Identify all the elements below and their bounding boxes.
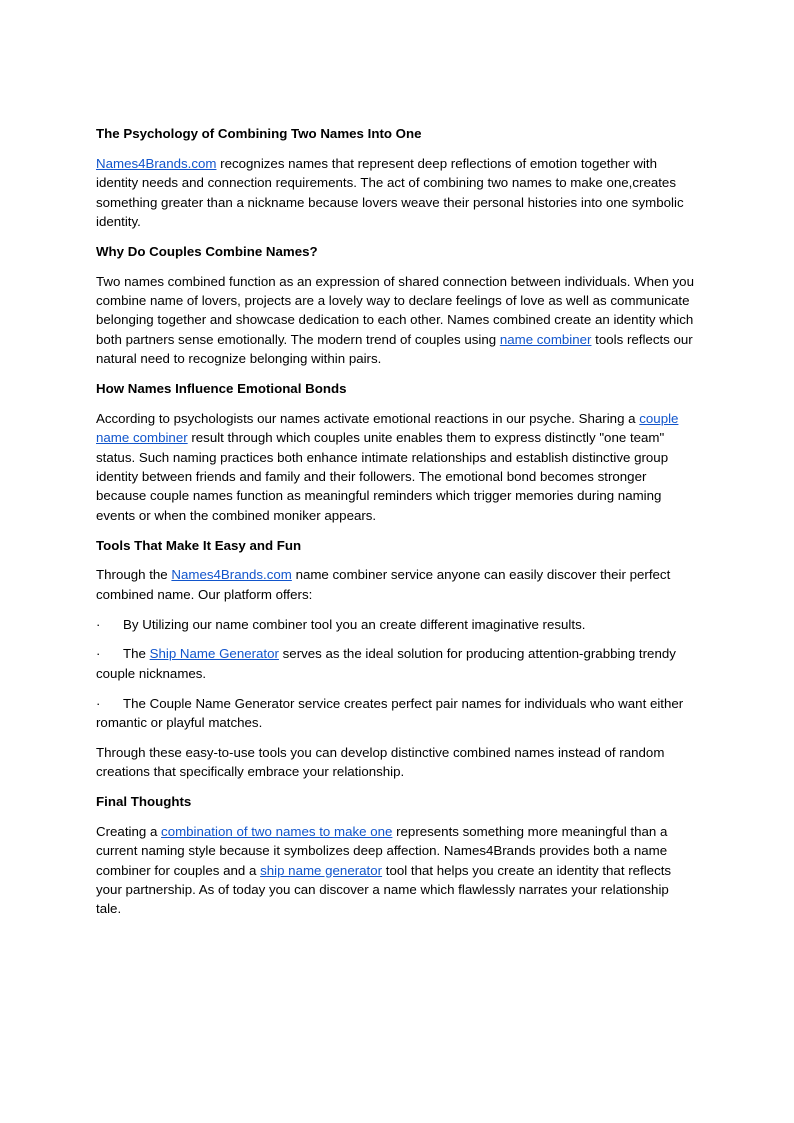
heading-emotional-bonds: How Names Influence Emotional Bonds — [96, 381, 347, 397]
why-text-a: Two names combined function as an expression of shared connection between individuals. When you combine name of lovers, projects are a lovely way to declare feelings of love as well as communicate belonging together and showcase dedication to each other. Names combined create an identity which both partners sense emotionally. The modern trend of couples using — [96, 273, 694, 347]
link-ship-name-generator-2[interactable]: ship name generator — [260, 862, 383, 878]
paragraph-intro — [96, 154, 696, 232]
bonds-text-a: According to psychologists our names activate emotional reactions in our psyche. Sharing a — [96, 410, 640, 426]
bonds-text-b: result through which couples unite enables them to express distinctly "one team" status. Such naming practices both enhance intimate relationships and establish distinctive group identity between friends and family and their followers. The emotional bond becomes stronger because couple names function as meaningful reminders which trigger memories during naming events or when the combined moniker appears. — [96, 430, 669, 523]
heading-final-thoughts: Final Thoughts — [96, 794, 192, 810]
heading-why-couples: Why Do Couples Combine Names? — [96, 243, 318, 259]
heading-tools: Tools That Make It Easy and Fun — [96, 537, 302, 553]
bullet-2-text-b: serves as the ideal solution for producing attention-grabbing trendy couple nicknames. — [96, 646, 676, 681]
paragraph-why-couples — [96, 272, 696, 369]
link-names4brands-2[interactable]: Names4Brands.com — [171, 567, 292, 583]
list-item — [96, 694, 696, 733]
tools-text-a: Through the — [96, 567, 172, 583]
link-ship-name-generator[interactable]: Ship Name Generator — [149, 646, 279, 662]
link-name-combiner[interactable]: name combiner — [499, 331, 592, 347]
tools-text-b: name combiner service anyone can easily discover their perfect combined name. Our platform offers: — [96, 567, 671, 602]
paragraph-final-thoughts — [96, 822, 696, 919]
list-item — [96, 644, 696, 683]
link-couple-name-combiner[interactable]: couple name combiner — [96, 410, 679, 446]
final-text-a: Creating a — [96, 823, 162, 839]
intro-text: recognizes names that represent deep reflections of emotion together with identity needs and connection requirements. The act of combining two names to make one,creates something greater than a nickname because lovers weave their personal histories into one symbolic identity. — [96, 155, 684, 230]
bullet-mark: · — [96, 646, 101, 662]
document-page — [96, 124, 696, 929]
bullet-3-text: The Couple Name Generator service creates perfect pair names for individuals who want either romantic or playful matches. — [96, 695, 684, 731]
paragraph-tools — [96, 565, 696, 604]
bullet-mark: · — [96, 695, 101, 711]
why-text-b: tools reflects our natural need to recognize belonging within pairs. — [96, 331, 693, 367]
bullet-mark: · — [96, 616, 101, 632]
final-text-b: represents something more meaningful than a current naming style because it symbolizes deep affection. Names4Brands provides both a name combiner for couples and a — [96, 823, 668, 878]
link-names4brands[interactable]: Names4Brands.com — [96, 155, 217, 171]
heading-psychology: The Psychology of Combining Two Names Into One — [96, 126, 422, 141]
paragraph-tools-closing: Through these easy-to-use tools you can develop distinctive combined names instead of random creations that specifically embrace your relationship. — [96, 744, 665, 780]
list-item — [96, 615, 696, 634]
bullet-1-text: By Utilizing our name combiner tool you an create different imaginative results. — [123, 616, 586, 632]
bullet-2-text-a: The — [123, 646, 150, 662]
paragraph-emotional-bonds — [96, 409, 696, 525]
link-combination-two-names[interactable]: combination of two names to make one — [161, 823, 393, 839]
final-text-c: tool that helps you create an identity that reflects your partnership. As of today you can discover a name which flawlessly narrates your relationship tale. — [96, 862, 672, 917]
